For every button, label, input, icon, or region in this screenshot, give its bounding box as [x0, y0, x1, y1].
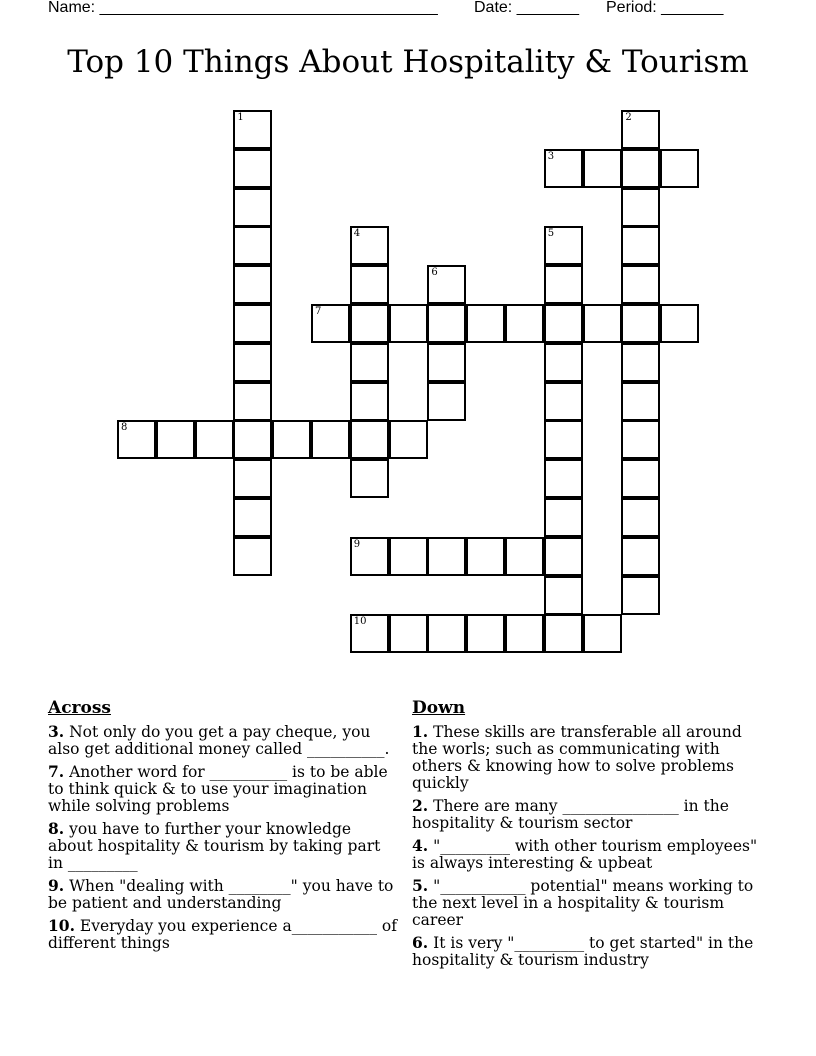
crossword-cell[interactable]	[233, 382, 272, 421]
crossword-cell[interactable]	[350, 304, 389, 343]
clue-number: 1.	[412, 722, 429, 741]
crossword-cell[interactable]	[621, 382, 660, 421]
crossword-cell[interactable]	[544, 537, 583, 576]
across-clue	[48, 723, 400, 758]
crossword-cell[interactable]	[233, 265, 272, 304]
crossword-cell[interactable]	[427, 382, 466, 421]
across-clue	[48, 763, 400, 815]
crossword-cell[interactable]	[621, 343, 660, 382]
clue-number: 3	[547, 150, 555, 162]
clue-text: you have to further your knowledge about hospitality & tourism by taking part in _________	[48, 820, 381, 872]
crossword-cell[interactable]	[117, 420, 156, 459]
clue-text: When "dealing with ________" you have to be patient and understanding	[48, 877, 394, 912]
crossword-cell[interactable]	[233, 110, 272, 149]
clue-number: 4	[353, 228, 361, 240]
clue-text: "___________ potential" means working to the next level in a hospitality & tourism career	[412, 877, 754, 929]
crossword-cell[interactable]	[544, 304, 583, 343]
clue-number: 2.	[412, 796, 429, 815]
crossword-cell[interactable]	[350, 226, 389, 265]
clue-number: 10.	[48, 916, 75, 935]
crossword-cell[interactable]	[544, 498, 583, 537]
down-clue	[412, 797, 772, 832]
across-clue-list	[48, 723, 400, 952]
crossword-cell[interactable]	[505, 537, 544, 576]
crossword-cell[interactable]	[505, 304, 544, 343]
crossword-cell[interactable]	[233, 188, 272, 227]
crossword-cell[interactable]	[544, 420, 583, 459]
crossword-cell[interactable]	[233, 226, 272, 265]
crossword-cell[interactable]	[621, 576, 660, 615]
across-clue	[48, 877, 400, 912]
crossword-cell[interactable]	[233, 149, 272, 188]
clue-number: 4.	[412, 836, 429, 855]
crossword-cell[interactable]	[389, 537, 428, 576]
crossword-cell[interactable]	[505, 614, 544, 653]
crossword-cell[interactable]	[621, 537, 660, 576]
clue-text: Everyday you experience a___________ of different things	[48, 917, 397, 952]
crossword-cell[interactable]	[233, 304, 272, 343]
crossword-cell[interactable]	[233, 420, 272, 459]
crossword-cell[interactable]	[233, 343, 272, 382]
crossword-cell[interactable]	[233, 537, 272, 576]
crossword-cell[interactable]	[621, 265, 660, 304]
down-clue	[412, 837, 772, 872]
across-clue	[48, 820, 400, 872]
date-field[interactable]: Date: _______	[474, 0, 579, 16]
across-heading: Across	[48, 698, 111, 718]
crossword-cell[interactable]	[272, 420, 311, 459]
crossword-cell[interactable]	[544, 382, 583, 421]
crossword-cell[interactable]	[583, 149, 622, 188]
clue-text: These skills are transferable all around the worls; such as communicating with others & knowing how to solve problems quickly	[412, 723, 742, 792]
crossword-cell[interactable]	[544, 576, 583, 615]
crossword-cell[interactable]	[544, 149, 583, 188]
crossword-cell[interactable]	[466, 614, 505, 653]
clue-text: Another word for __________ is to be able to think quick & to use your imagination while solving problems	[48, 763, 388, 815]
crossword-cell[interactable]	[621, 110, 660, 149]
across-clue	[48, 917, 400, 952]
crossword-cell[interactable]	[466, 537, 505, 576]
clue-number: 6.	[412, 933, 429, 952]
period-field[interactable]: Period: _______	[606, 0, 724, 16]
crossword-cell[interactable]	[660, 304, 699, 343]
student-info-header	[48, 0, 732, 19]
crossword-cell[interactable]	[544, 459, 583, 498]
clue-number: 10	[353, 616, 367, 628]
crossword-cell[interactable]	[389, 420, 428, 459]
crossword-cell[interactable]	[233, 459, 272, 498]
crossword-cell[interactable]	[621, 149, 660, 188]
down-clue	[412, 934, 772, 969]
down-clue	[412, 877, 772, 929]
down-heading: Down	[412, 698, 466, 718]
clue-number: 3.	[48, 722, 65, 741]
clue-number: 9.	[48, 876, 65, 895]
crossword-cell[interactable]	[621, 226, 660, 265]
crossword-cell[interactable]	[350, 343, 389, 382]
crossword-cell[interactable]	[427, 265, 466, 304]
crossword-cell[interactable]	[427, 343, 466, 382]
clue-number: 1	[237, 112, 244, 123]
crossword-cell[interactable]	[156, 420, 195, 459]
clue-number: 2	[625, 112, 632, 123]
crossword-cell[interactable]	[195, 420, 234, 459]
down-clue-list	[412, 723, 772, 969]
crossword-cell[interactable]	[544, 265, 583, 304]
crossword-cell[interactable]	[621, 498, 660, 537]
clue-number: 5	[547, 228, 555, 240]
crossword-cell[interactable]	[621, 420, 660, 459]
crossword-cell[interactable]	[350, 614, 389, 653]
crossword-cell[interactable]	[389, 304, 428, 343]
crossword-cell[interactable]	[350, 382, 389, 421]
page-title: Top 10 Things About Hospitality & Tourism	[67, 44, 749, 80]
clue-text: It is very "_________ to get started" in the hospitality & tourism industry	[412, 934, 754, 969]
crossword-cell[interactable]	[621, 459, 660, 498]
down-clue	[412, 723, 772, 792]
clue-number: 8	[121, 422, 128, 434]
crossword-cell[interactable]	[350, 537, 389, 576]
crossword-cell[interactable]	[544, 226, 583, 265]
crossword-cell[interactable]	[544, 343, 583, 382]
crossword-cell[interactable]	[389, 614, 428, 653]
crossword-cell[interactable]	[621, 304, 660, 343]
down-clues	[412, 700, 772, 974]
crossword-cell[interactable]	[233, 498, 272, 537]
clue-number: 5.	[412, 876, 429, 895]
clue-number: 6	[431, 267, 438, 279]
crossword-cell[interactable]	[350, 459, 389, 498]
clue-number: 8.	[48, 819, 65, 838]
crossword-cell[interactable]	[350, 265, 389, 304]
crossword-cell[interactable]	[621, 188, 660, 227]
crossword-cell[interactable]	[660, 149, 699, 188]
clue-number: 9	[353, 538, 361, 550]
name-field[interactable]: Name: ______________________________________	[48, 0, 438, 16]
clue-number: 7.	[48, 762, 65, 781]
crossword-cell[interactable]	[583, 304, 622, 343]
crossword-cell[interactable]	[311, 420, 350, 459]
crossword-cell[interactable]	[466, 304, 505, 343]
clue-text: There are many _______________ in the hospitality & tourism sector	[412, 797, 729, 832]
crossword-cell[interactable]	[427, 537, 466, 576]
clue-text: Not only do you get a pay cheque, you also get additional money called __________.	[48, 723, 390, 758]
crossword-cell[interactable]	[544, 614, 583, 653]
crossword-cell[interactable]	[583, 614, 622, 653]
clue-text: "_________ with other tourism employees" is always interesting & upbeat	[412, 837, 758, 872]
crossword-cell[interactable]	[427, 304, 466, 343]
clue-number: 7	[315, 306, 322, 317]
across-clues	[48, 700, 400, 957]
crossword-grid	[117, 110, 701, 656]
crossword-cell[interactable]	[427, 614, 466, 653]
crossword-cell[interactable]	[350, 420, 389, 459]
crossword-cell[interactable]	[311, 304, 350, 343]
